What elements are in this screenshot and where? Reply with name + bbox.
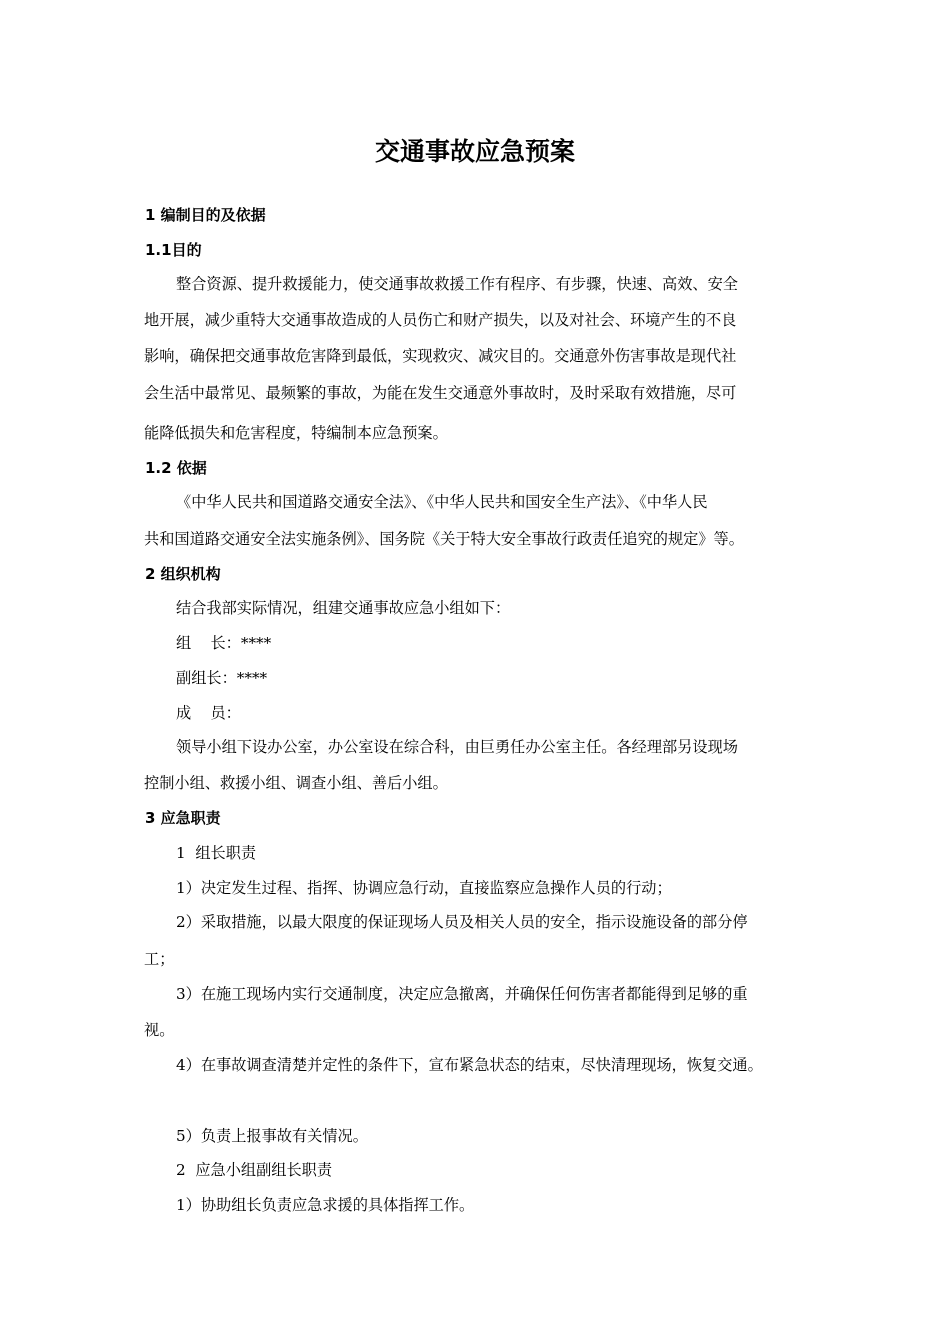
paragraph-line: 领导小组下设办公室，办公室设在综合科，由巨勇任办公室主任。各经理部另设现场 bbox=[176, 738, 738, 756]
paragraph-line: 《中华人民共和国道路交通安全法》、《中华人民共和国安全生产法》、《中华人民 bbox=[176, 493, 708, 511]
paragraph-line: 1）协助组长负责应急求援的具体指挥工作。 bbox=[176, 1196, 475, 1214]
paragraph-line: 共和国道路交通安全法实施条例》、国务院《关于特大安全事故行政责任追究的规定》等。 bbox=[144, 530, 744, 548]
section-1-1-heading: 1.1目的 bbox=[145, 241, 202, 259]
paragraph-line: 5）负责上报事故有关情况。 bbox=[176, 1127, 368, 1145]
paragraph-line: 会生活中最常见、最频繁的事故，为能在发生交通意外事故时，及时采取有效措施，尽可 bbox=[144, 384, 737, 402]
paragraph-line: 结合我部实际情况，组建交通事故应急小组如下： bbox=[176, 599, 511, 617]
paragraph-line: 控制小组、救援小组、调查小组、善后小组。 bbox=[144, 774, 448, 792]
paragraph-line: 整合资源、提升救援能力，使交通事故救援工作有程序、有步骤，快速、高效、安全 bbox=[176, 275, 738, 293]
leader-line: 组 长：**** bbox=[176, 634, 272, 652]
paragraph-line: 4）在事故调查清楚并定性的条件下，宣布紧急状态的结束，尽快清理现场，恢复交通。 bbox=[176, 1056, 763, 1074]
document-title: 交通事故应急预案 bbox=[374, 137, 575, 166]
paragraph-line: 地开展，减少重特大交通事故造成的人员伤亡和财产损失，以及对社会、环境产生的不良 bbox=[144, 311, 737, 329]
paragraph-line: 影响，确保把交通事故危害降到最低，实现救灾、减灾目的。交通意外伤害事故是现代社 bbox=[144, 347, 737, 365]
paragraph-line: 1）决定发生过程、指挥、协调应急行动，直接监察应急操作人员的行动； bbox=[176, 879, 672, 897]
paragraph-line: 1 组长职责 bbox=[176, 844, 257, 862]
paragraph-line: 视。 bbox=[144, 1021, 175, 1039]
section-1-heading: 1 编制目的及依据 bbox=[145, 206, 266, 224]
deputy-leader-line: 副组长：**** bbox=[176, 669, 268, 687]
section-2-heading: 2 组织机构 bbox=[145, 565, 221, 583]
paragraph-line: 2）采取措施，以最大限度的保证现场人员及相关人员的安全，指示设施设备的部分停 bbox=[176, 913, 748, 931]
paragraph-line: 3）在施工现场内实行交通制度，决定应急撤离，并确保任何伤害者都能得到足够的重 bbox=[176, 985, 748, 1003]
paragraph-line: 能降低损失和危害程度，特编制本应急预案。 bbox=[144, 424, 448, 442]
section-1-2-heading: 1.2 依据 bbox=[145, 459, 207, 477]
paragraph-line: 2 应急小组副组长职责 bbox=[176, 1161, 333, 1179]
members-line: 成 员： bbox=[176, 704, 241, 722]
paragraph-line: 工； bbox=[144, 950, 175, 968]
section-3-heading: 3 应急职责 bbox=[145, 809, 221, 827]
